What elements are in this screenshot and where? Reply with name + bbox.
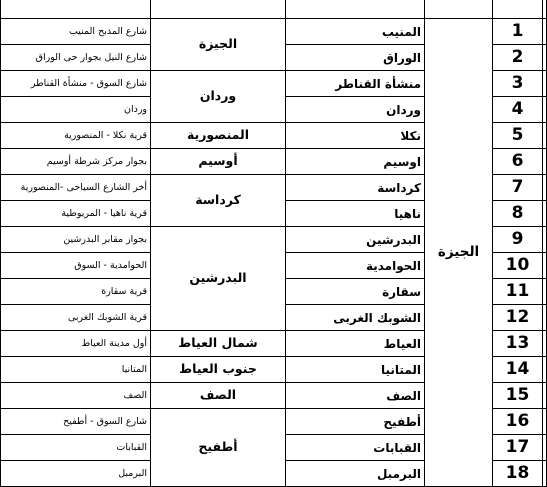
row-number-cell: 11 (493, 279, 543, 305)
district-cell: كرداسة (151, 175, 286, 227)
row-number-cell: 3 (493, 71, 543, 97)
header-cell-office (286, 0, 425, 19)
edge-cell (543, 253, 547, 279)
office-cell: البدرشين (286, 227, 425, 253)
row-number-cell: 4 (493, 97, 543, 123)
row-number-cell: 2 (493, 45, 543, 71)
office-cell: الشوبك الغربى (286, 305, 425, 331)
row-number-cell: 12 (493, 305, 543, 331)
edge-cell (543, 123, 547, 149)
row-number-cell: 1 (493, 19, 543, 45)
district-cell: أطفيح (151, 409, 286, 487)
row-number-cell: 15 (493, 383, 543, 409)
row-number-cell: 6 (493, 149, 543, 175)
office-cell: كرداسة (286, 175, 425, 201)
office-cell: القبابات (286, 435, 425, 461)
edge-cell (543, 201, 547, 227)
office-cell: نكلا (286, 123, 425, 149)
office-cell: الوراق (286, 45, 425, 71)
edge-cell (543, 71, 547, 97)
office-cell: سقارة (286, 279, 425, 305)
header-row (1, 0, 547, 19)
edge-cell (543, 357, 547, 383)
address-cell: بجوار مركز شرطة أوسيم (1, 149, 151, 175)
office-cell: أطفيح (286, 409, 425, 435)
edge-cell (543, 45, 547, 71)
district-cell: المنصورية (151, 123, 286, 149)
address-cell: قرية ناهيا - المريوطية (1, 201, 151, 227)
edge-cell (543, 435, 547, 461)
edge-cell (543, 331, 547, 357)
row-number-cell: 13 (493, 331, 543, 357)
office-cell: وردان (286, 97, 425, 123)
district-cell: الصف (151, 383, 286, 409)
edge-cell (543, 97, 547, 123)
row-number-cell: 17 (493, 435, 543, 461)
address-cell: قرية نكلا - المنصورية (1, 123, 151, 149)
address-cell: وردان (1, 97, 151, 123)
edge-cell (543, 0, 547, 19)
address-cell: شارع السوق - منشأة القناطر (1, 71, 151, 97)
district-cell: شمال العياط (151, 331, 286, 357)
office-cell: ناهيا (286, 201, 425, 227)
row-number-cell: 7 (493, 175, 543, 201)
office-cell: العياط (286, 331, 425, 357)
address-cell: أول مدينة العياط (1, 331, 151, 357)
office-cell: منشأة القناطر (286, 71, 425, 97)
office-cell: المتانيا (286, 357, 425, 383)
address-cell: بجوار مقابر البدرشين (1, 227, 151, 253)
address-cell: قرية سقارة (1, 279, 151, 305)
district-cell: جنوب العياط (151, 357, 286, 383)
edge-cell (543, 461, 547, 487)
row-number-cell: 18 (493, 461, 543, 487)
address-cell: الصف (1, 383, 151, 409)
district-cell: أوسيم (151, 149, 286, 175)
office-cell: اوسيم (286, 149, 425, 175)
row-number-cell: 10 (493, 253, 543, 279)
row-number-cell: 14 (493, 357, 543, 383)
header-cell-address (1, 0, 151, 19)
edge-cell (543, 227, 547, 253)
edge-cell (543, 175, 547, 201)
district-cell: البدرشين (151, 227, 286, 331)
address-cell: الحوامدية - السوق (1, 253, 151, 279)
header-cell-number (493, 0, 543, 19)
address-cell: البرمبل (1, 461, 151, 487)
row-number-cell: 5 (493, 123, 543, 149)
edge-cell (543, 383, 547, 409)
office-cell: المنيب (286, 19, 425, 45)
address-cell: شارع المدبح المنيب (1, 19, 151, 45)
row-number-cell: 8 (493, 201, 543, 227)
office-cell: الحوامدية (286, 253, 425, 279)
district-cell: وردان (151, 71, 286, 123)
edge-cell (543, 305, 547, 331)
address-cell: المتانيا (1, 357, 151, 383)
address-cell: قرية الشوبك الغربى (1, 305, 151, 331)
header-cell-governorate (425, 0, 493, 19)
office-cell: البرمبل (286, 461, 425, 487)
address-cell: شارع السوق - أطفيح (1, 409, 151, 435)
address-cell: أخر الشارع السياحى -المنصورية (1, 175, 151, 201)
table-row (1, 19, 547, 45)
address-cell: القبابات (1, 435, 151, 461)
address-cell: شارع النيل بجوار حى الوراق (1, 45, 151, 71)
header-cell-district (151, 0, 286, 19)
edge-cell (543, 409, 547, 435)
edge-cell (543, 19, 547, 45)
edge-cell (543, 149, 547, 175)
table-body (1, 0, 547, 487)
edge-cell (543, 279, 547, 305)
row-number-cell: 9 (493, 227, 543, 253)
office-cell: الصف (286, 383, 425, 409)
row-number-cell: 16 (493, 409, 543, 435)
governorate-cell: الجيزة (425, 19, 493, 487)
district-cell: الجيزة (151, 19, 286, 71)
